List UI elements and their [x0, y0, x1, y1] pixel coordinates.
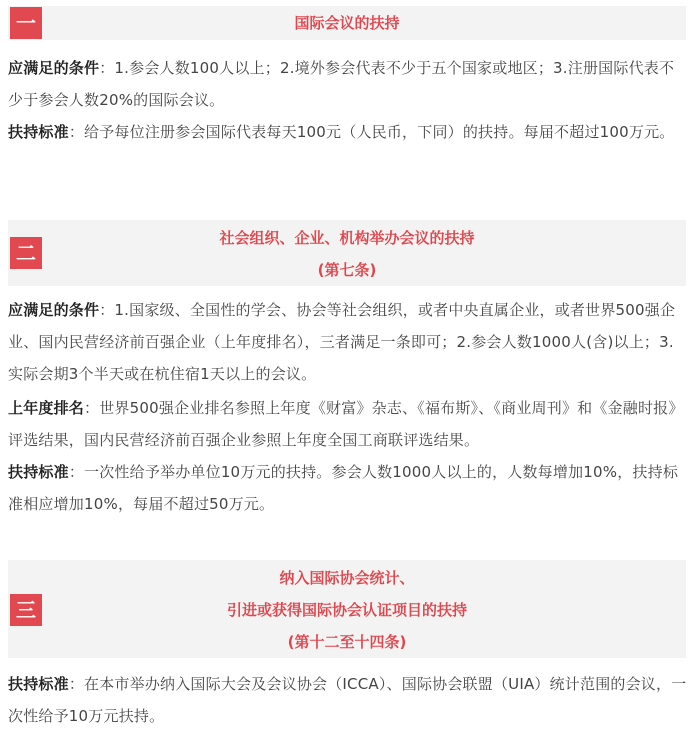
paragraph-text: ：一次性给予举办单位10万元的扶持。参会人数1000人以上的，人数每增加10%，扶持标准相应增加10%，每届不超过50万元。	[8, 463, 679, 513]
paragraph-text: ：给予每位注册参会国际代表每天100元（人民币，下同）的扶持。每届不超过100万元。	[68, 123, 675, 141]
section-1-title	[44, 7, 650, 39]
section-2-title	[44, 222, 650, 286]
paragraph-label: 上年度排名	[8, 399, 85, 417]
section-1-paragraph-2	[8, 116, 688, 148]
section-number-badge: 一	[10, 7, 42, 39]
section-2-paragraph-2	[8, 392, 688, 456]
paragraph-label: 扶持标准	[8, 675, 69, 693]
paragraph-label: 应满足的条件	[8, 301, 100, 319]
paragraph-text: ：1.参会人数100人以上；2.境外参会代表不少于五个国家或地区；3.注册国际代表不少于参会人数20%的国际会议。	[8, 59, 675, 109]
section-title-line: (第十二至十四条)	[287, 633, 407, 651]
section-title-line: 社会组织、企业、机构举办会议的扶持	[219, 229, 475, 247]
section-2-paragraph-1	[8, 294, 688, 390]
paragraph-label: 扶持标准	[8, 123, 69, 141]
paragraph-label: 应满足的条件	[8, 59, 100, 77]
section-3-paragraph-1	[8, 668, 688, 732]
section-2-banner	[8, 220, 686, 286]
section-title-line: (第七条)	[317, 261, 377, 279]
section-1-paragraph-1	[8, 52, 688, 116]
section-3-banner	[8, 560, 686, 658]
section-number-badge: 二	[10, 237, 42, 269]
section-title-line: 纳入国际协会统计、	[279, 569, 415, 587]
paragraph-text: ：世界500强企业排名参照上年度《财富》杂志、《福布斯》、《商业周刊》和《金融时报》评选结果，国内民营经济前百强企业参照上年度全国工商联评选结果。	[8, 399, 684, 449]
section-title-line: 国际会议的扶持	[294, 14, 400, 32]
section-1-banner	[8, 6, 686, 40]
section-number-badge: 三	[10, 594, 42, 626]
paragraph-text: ：1.国家级、全国性的学会、协会等社会组织，或者中央直属企业，或者世界500强企业、国内民营经济前百强企业（上年度排名），三者满足一条即可；2.参会人数1000人(含)以上；3.实际会期3个半天或在杭住宿1天以上的会议。	[8, 301, 676, 383]
paragraph-text: ：在本市举办纳入国际大会及会议协会（ICCA）、国际协会联盟（UIA）统计范围的会议，一次性给予10万元扶持。	[8, 675, 687, 725]
section-2-paragraph-3	[8, 456, 688, 520]
section-title-line: 引进或获得国际协会认证项目的扶持	[226, 601, 467, 619]
paragraph-label: 扶持标准	[8, 463, 69, 481]
section-3-title	[44, 562, 650, 658]
